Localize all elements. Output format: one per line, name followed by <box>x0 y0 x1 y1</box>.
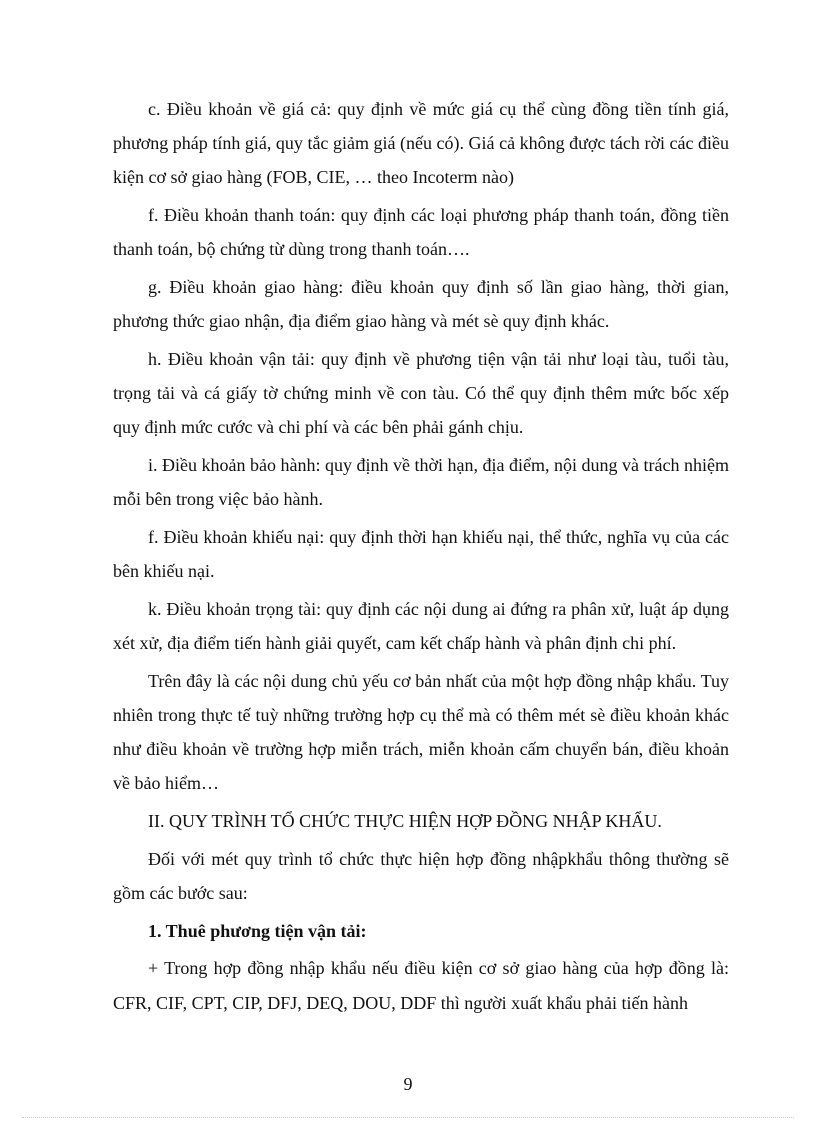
clause-transport: h. Điều khoản vận tải: quy định về phương tiện vận tải như loại tàu, tuổi tàu, trọng tải và cá giấy tờ chứng minh về con tàu. Có thể quy định thêm mức bốc xếp quy định mức cước và chi phí và các bên phải gánh chịu. <box>113 348 729 438</box>
section-heading: II. QUY TRÌNH TỔ CHỨC THỰC HIỆN HỢP ĐỒNG NHẬP KHẨU. <box>148 811 662 832</box>
clause-payment: f. Điều khoản thanh toán: quy định các loại phương pháp thanh toán, đồng tiền thanh toán, bộ chứng từ dùng trong thanh toán…. <box>113 205 729 260</box>
clause-price: c. Điều khoản về giá cả: quy định về mức giá cụ thể cùng đồng tiền tính giá, phương pháp tính giá, quy tắc giảm giá (nếu có). Giá cả không được tách rời các điều kiện cơ sở giao hàng (FOB, CIE, … theo Incoterm nào) <box>113 99 729 188</box>
clause-arbitration: k. Điều khoản trọng tài: quy định các nội dung ai đứng ra phân xử, luật áp dụng xét xử, địa điểm tiến hành giải quyết, cam kết chấp hành và phân định chi phí. <box>113 598 729 654</box>
step-detail: + Trong hợp đồng nhập khẩu nếu điều kiện cơ sở giao hàng của hợp đồng là: CFR, CIF, CPT, CIP, DFJ, DEQ, DOU, DDF thì người xuất khẩu phải tiến hành <box>113 958 729 1013</box>
page-bottom-divider <box>22 1117 794 1118</box>
procedure-intro: Đối với mét quy trình tổ chức thực hiện hợp đồng nhậpkhẩu thông thường sẽ gồm các bước sau: <box>113 848 729 903</box>
page-body <box>113 92 729 1023</box>
summary-paragraph: Trên đây là các nội dung chủ yếu cơ bản nhất của một hợp đồng nhập khẩu. Tuy nhiên trong thực tế tuỳ những trường hợp cụ thể mà có thêm mét sè điều khoản khác như điều khoản về trường hợp miễn trách, miễn khoản cấm chuyển bán, điều khoản về bảo hiểm… <box>113 670 729 794</box>
step-heading: 1. Thuê phương tiện vận tải: <box>148 920 367 941</box>
page-number: 9 <box>403 1074 413 1094</box>
clause-delivery: g. Điều khoản giao hàng: điều khoản quy định số lần giao hàng, thời gian, phương thức giao nhận, địa điểm giao hàng và mét sè quy định khác. <box>113 277 729 332</box>
clause-complaint: f. Điều khoản khiếu nại: quy định thời hạn khiếu nại, thể thức, nghĩa vụ của các bên khiếu nại. <box>113 526 729 582</box>
clause-warranty: i. Điều khoản bảo hành: quy định về thời hạn, địa điểm, nội dung và trách nhiệm mỗi bên trong việc bảo hành. <box>113 455 729 510</box>
